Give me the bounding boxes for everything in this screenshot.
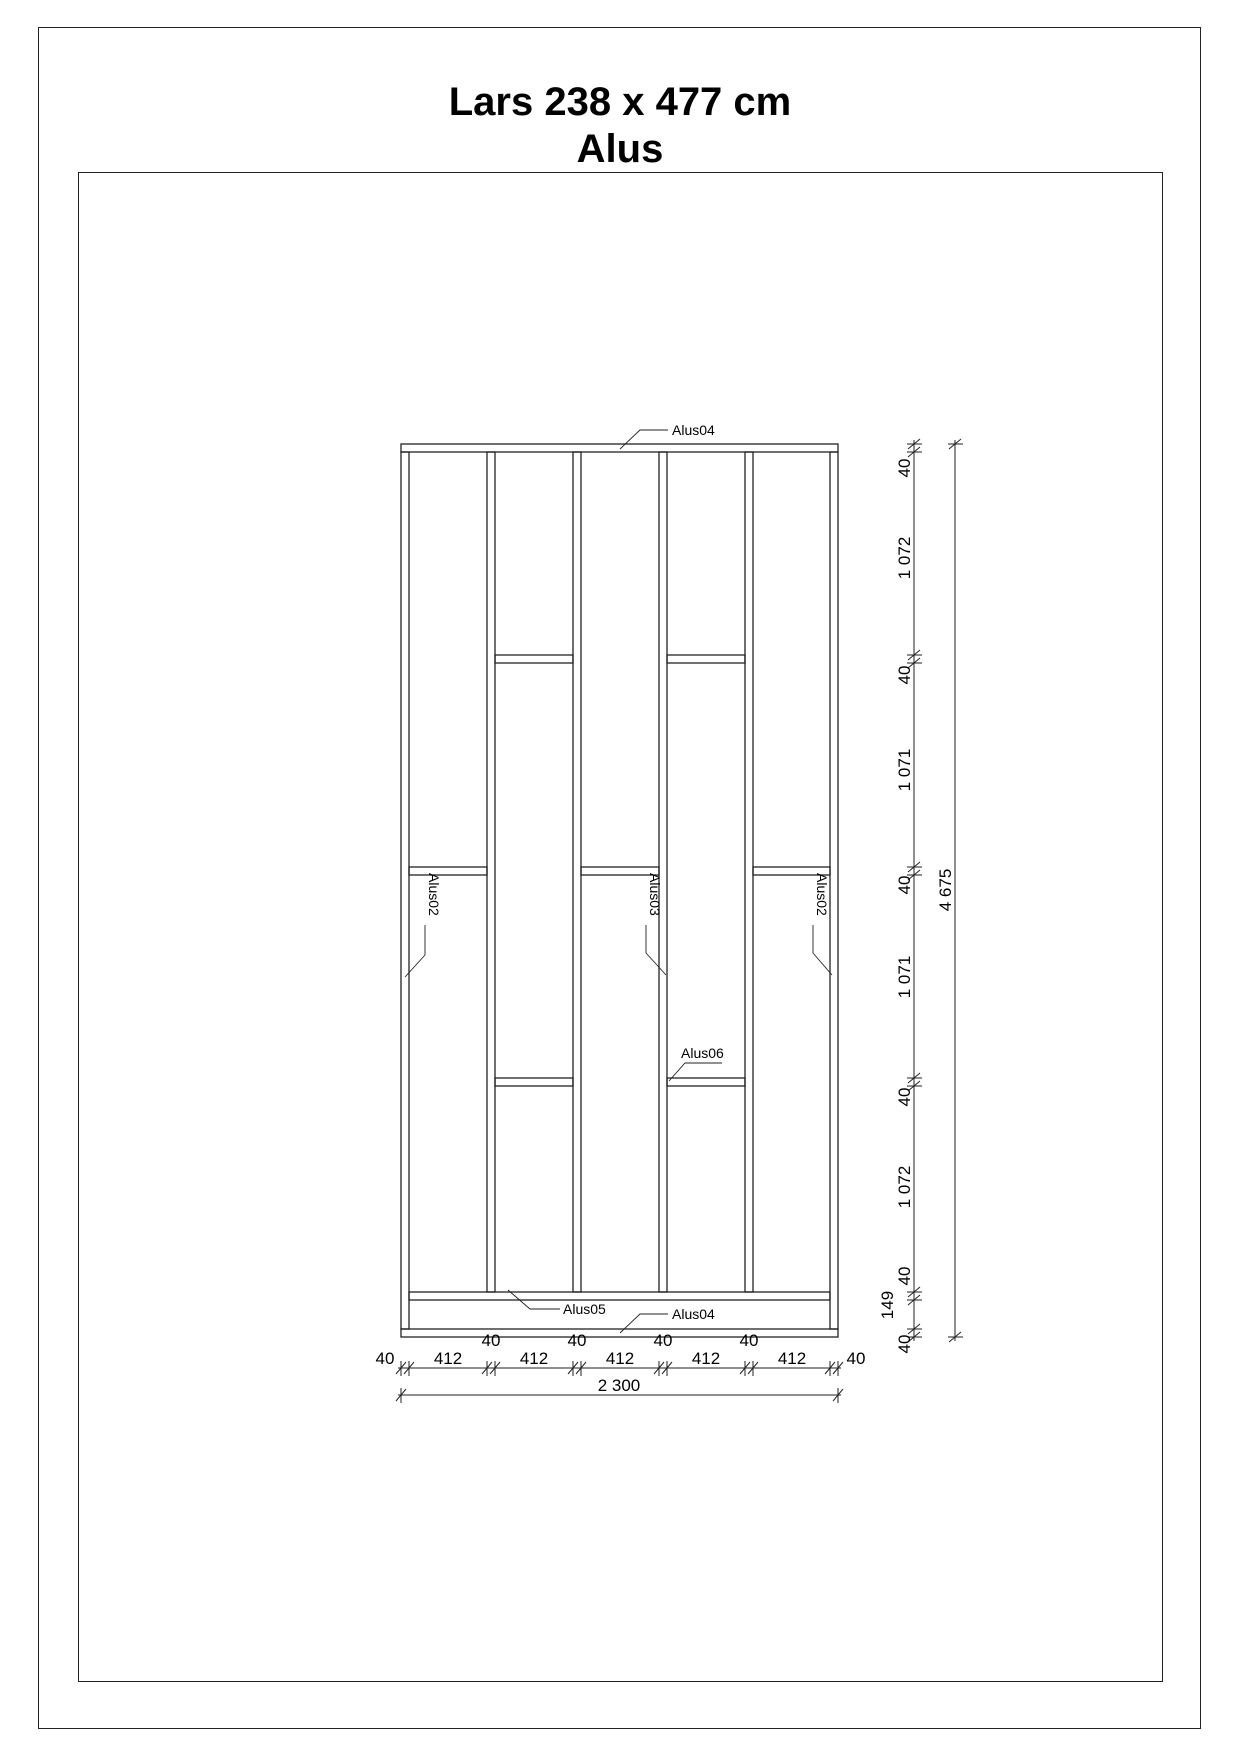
nogging-lower-left bbox=[495, 1078, 573, 1086]
dim-v-9: 40 bbox=[895, 1266, 914, 1286]
label-alus04-top: Alus04 bbox=[672, 422, 715, 438]
dim-h-total: 2 300 bbox=[597, 1376, 641, 1395]
vertical-dimensions bbox=[878, 439, 963, 1353]
bottom-plate bbox=[401, 1329, 838, 1337]
label-alus06: Alus06 bbox=[681, 1045, 724, 1061]
label-alus03: Alus03 bbox=[647, 873, 663, 916]
dim-v-3: 40 bbox=[895, 665, 914, 685]
nogging-lower-right bbox=[667, 1078, 745, 1086]
dim-h-2: 412 bbox=[433, 1349, 463, 1368]
drawing-title: Lars 238 x 477 cm bbox=[448, 80, 792, 124]
dim-v-1: 40 bbox=[895, 458, 914, 478]
leader-alus04-top bbox=[620, 430, 668, 449]
nogging-upper-left bbox=[495, 655, 573, 663]
top-plate bbox=[401, 444, 838, 452]
label-alus04-bottom: Alus04 bbox=[672, 1306, 715, 1322]
label-alus02-right: Alus02 bbox=[814, 873, 830, 916]
dim-v-total: 4 675 bbox=[936, 868, 955, 912]
stud-right-outer bbox=[830, 452, 838, 1329]
stud-2 bbox=[573, 452, 581, 1292]
label-alus05: Alus05 bbox=[563, 1301, 606, 1317]
stud-left-outer bbox=[401, 452, 409, 1329]
dim-h-1: 40 bbox=[375, 1349, 395, 1368]
leader-alus03 bbox=[646, 925, 666, 975]
dim-v-11: 40 bbox=[895, 1334, 914, 1354]
part-labels bbox=[405, 422, 832, 1333]
stud-4 bbox=[745, 452, 753, 1292]
leader-alus02-right bbox=[813, 925, 832, 975]
dim-h-8: 412 bbox=[691, 1349, 721, 1368]
stud-3 bbox=[659, 452, 667, 1292]
dim-h-11: 40 bbox=[846, 1349, 866, 1368]
dim-h-3: 40 bbox=[481, 1331, 501, 1350]
dim-v-6: 1 071 bbox=[895, 955, 914, 999]
label-alus02-left: Alus02 bbox=[426, 873, 442, 916]
dim-h-10: 412 bbox=[777, 1349, 807, 1368]
frame-members bbox=[401, 444, 838, 1337]
dim-v-4: 1 071 bbox=[895, 748, 914, 792]
dim-h-7: 40 bbox=[653, 1331, 673, 1350]
nogging-middle-left bbox=[409, 867, 487, 875]
dim-h-6: 412 bbox=[605, 1349, 635, 1368]
dim-v-5: 40 bbox=[895, 875, 914, 895]
bottom-nogging-plate bbox=[409, 1292, 830, 1300]
stud-1 bbox=[487, 452, 495, 1292]
dim-v-7: 40 bbox=[895, 1087, 914, 1107]
nogging-upper-right bbox=[667, 655, 745, 663]
dim-h-4: 412 bbox=[519, 1349, 549, 1368]
horizontal-dimensions bbox=[376, 1331, 866, 1403]
drawing-subtitle: Alus bbox=[576, 127, 664, 171]
dim-v-8: 1 072 bbox=[895, 1165, 914, 1209]
dim-h-5: 40 bbox=[567, 1331, 587, 1350]
dim-h-9: 40 bbox=[739, 1331, 759, 1350]
dim-v-10: 149 bbox=[878, 1290, 897, 1320]
dim-v-2: 1 072 bbox=[895, 536, 914, 580]
leader-alus02-left bbox=[405, 925, 425, 977]
